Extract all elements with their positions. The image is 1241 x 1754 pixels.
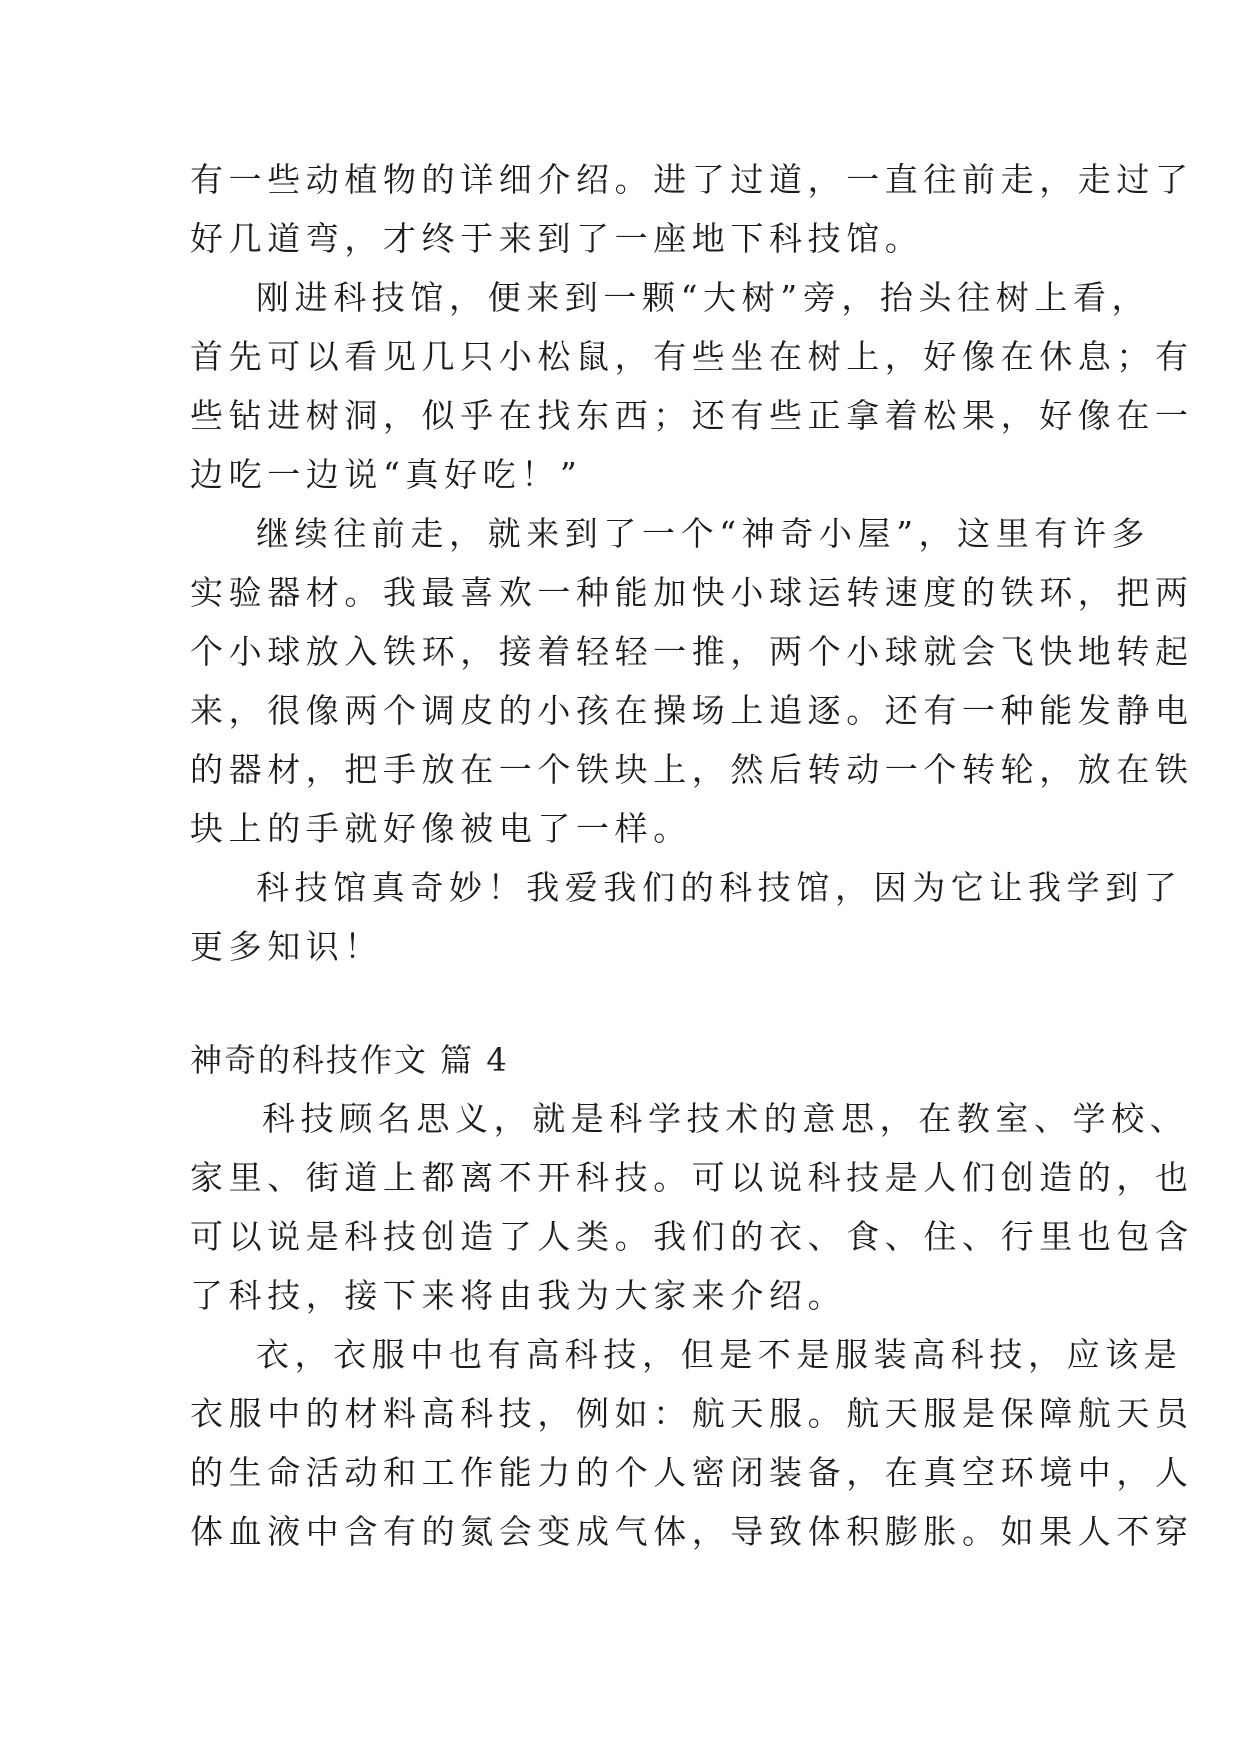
paragraph-line: 家里、街道上都离不开科技。可以说科技是人们创造的，也	[190, 1158, 1194, 1197]
paragraph-line: 个小球放入铁环，接着轻轻一推，两个小球就会飞快地转起	[190, 632, 1194, 671]
section-title: 神奇的科技作文 篇 4	[190, 1041, 509, 1079]
paragraph-line: 继续往前走，就来到了一个“神奇小屋”，这里有许多	[256, 514, 1151, 553]
paragraph-line: 体血液中含有的氮会变成气体，导致体积膨胀。如果人不穿	[190, 1512, 1194, 1551]
paragraph-line: 科技馆真奇妙！我爱我们的科技馆，因为它让我学到了	[256, 868, 1183, 907]
paragraph-line: 了科技，接下来将由我为大家来介绍。	[190, 1276, 847, 1315]
paragraph-line: 的器材，把手放在一个铁块上，然后转动一个转轮，放在铁	[190, 750, 1194, 789]
paragraph-line: 刚进科技馆，便来到一颗“大树”旁，抬头往树上看，	[256, 278, 1151, 317]
paragraph-line: 好几道弯，才终于来到了一座地下科技馆。	[190, 219, 924, 258]
paragraph-line: 块上的手就好像被电了一样。	[190, 809, 692, 848]
paragraph-line: 更多知识！	[190, 927, 383, 966]
paragraph-line: 衣服中的材料高科技，例如：航天服。航天服是保障航天员	[190, 1394, 1194, 1433]
paragraph-line: 些钻进树洞，似乎在找东西；还有些正拿着松果，好像在一	[190, 396, 1194, 435]
paragraph-line: 衣，衣服中也有高科技，但是不是服装高科技，应该是	[256, 1335, 1183, 1374]
paragraph-line: 首先可以看见几只小松鼠，有些坐在树上，好像在休息；有	[190, 337, 1194, 376]
paragraph-line: 边吃一边说“真好吃！”	[190, 455, 583, 494]
paragraph-line: 的生命活动和工作能力的个人密闭装备，在真空环境中，人	[190, 1453, 1194, 1492]
paragraph-line: 来，很像两个调皮的小孩在操场上追逐。还有一种能发静电	[190, 691, 1194, 730]
paragraph-line: 可以说是科技创造了人类。我们的衣、食、住、行里也包含	[190, 1217, 1194, 1256]
paragraph-line: 实验器材。我最喜欢一种能加快小球运转速度的铁环，把两	[190, 573, 1194, 612]
paragraph-line: 科技顾名思义，就是科学技术的意思，在教室、学校、	[262, 1099, 1189, 1138]
paragraph-line: 有一些动植物的详细介绍。进了过道，一直往前走，走过了	[190, 160, 1194, 199]
